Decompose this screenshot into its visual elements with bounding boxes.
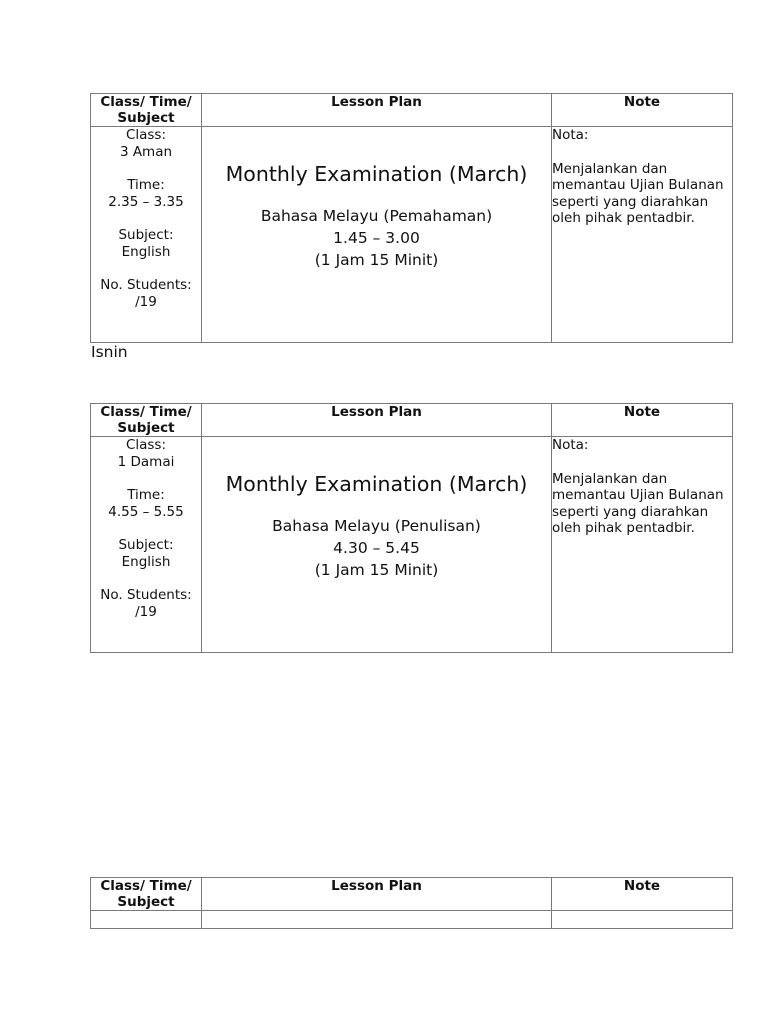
header-note: Note (552, 404, 733, 437)
lesson-table-3 (90, 877, 733, 929)
students-label: No. Students: (100, 587, 192, 603)
class-info (91, 127, 201, 160)
students-value: /19 (135, 603, 157, 620)
subject-info (91, 227, 201, 260)
header-note: Note (552, 94, 733, 127)
time-info (91, 487, 201, 520)
subject-label: Subject: (118, 537, 174, 553)
lesson-table-1 (90, 93, 733, 343)
subject-label: Subject: (118, 227, 174, 243)
empty-class-cell (91, 911, 202, 929)
header-class-time-subject: Class/ Time/ Subject (91, 94, 202, 127)
header-row (91, 94, 733, 127)
note-label: Nota: (552, 127, 589, 143)
class-info-cell (91, 437, 202, 653)
time-value: 4.55 – 5.55 (108, 503, 184, 520)
lesson-plan-cell (202, 127, 552, 343)
time-label: Time: (127, 487, 165, 503)
class-info (91, 437, 201, 470)
time-value: 2.35 – 3.35 (108, 193, 184, 210)
time-info (91, 177, 201, 210)
students-info (91, 277, 201, 310)
header-row (91, 404, 733, 437)
plan-duration: (1 Jam 15 Minit) (314, 251, 439, 269)
time-label: Time: (127, 177, 165, 193)
header-row (91, 878, 733, 911)
lesson-table-2 (90, 403, 733, 653)
class-label: Class: (125, 437, 167, 453)
note-text: Menjalankan dan memantau Ujian Bulanan seperti yang diarahkan oleh pihak pentadbir. (552, 160, 724, 226)
subject-value: English (121, 243, 171, 260)
header-lesson-plan: Lesson Plan (202, 404, 552, 437)
day-label: Isnin (91, 343, 128, 361)
empty-row (91, 911, 733, 929)
plan-subject: Bahasa Melayu (Penulisan) (272, 517, 481, 535)
note-cell (552, 437, 733, 653)
lesson-row (91, 127, 733, 343)
plan-duration: (1 Jam 15 Minit) (314, 561, 439, 579)
class-value: 1 Damai (117, 453, 175, 470)
header-lesson-plan: Lesson Plan (202, 94, 552, 127)
class-value: 3 Aman (119, 143, 173, 160)
header-lesson-plan: Lesson Plan (202, 878, 552, 911)
plan-title: Monthly Examination (March) (225, 162, 528, 186)
note-cell (552, 127, 733, 343)
header-class-time-subject: Class/ Time/ Subject (91, 404, 202, 437)
students-info (91, 587, 201, 620)
subject-info (91, 537, 201, 570)
plan-title: Monthly Examination (March) (225, 472, 528, 496)
note-text: Menjalankan dan memantau Ujian Bulanan seperti yang diarahkan oleh pihak pentadbir. (552, 470, 724, 536)
class-label: Class: (125, 127, 167, 143)
empty-note-cell (552, 911, 733, 929)
class-info-cell (91, 127, 202, 343)
plan-subject: Bahasa Melayu (Pemahaman) (260, 207, 493, 225)
students-value: /19 (135, 293, 157, 310)
header-class-time-subject: Class/ Time/ Subject (91, 878, 202, 911)
plan-time: 1.45 – 3.00 (333, 229, 420, 247)
empty-plan-cell (202, 911, 552, 929)
students-label: No. Students: (100, 277, 192, 293)
subject-value: English (121, 553, 171, 570)
header-note: Note (552, 878, 733, 911)
lesson-row (91, 437, 733, 653)
note-label: Nota: (552, 437, 589, 453)
lesson-plan-cell (202, 437, 552, 653)
plan-time: 4.30 – 5.45 (333, 539, 420, 557)
